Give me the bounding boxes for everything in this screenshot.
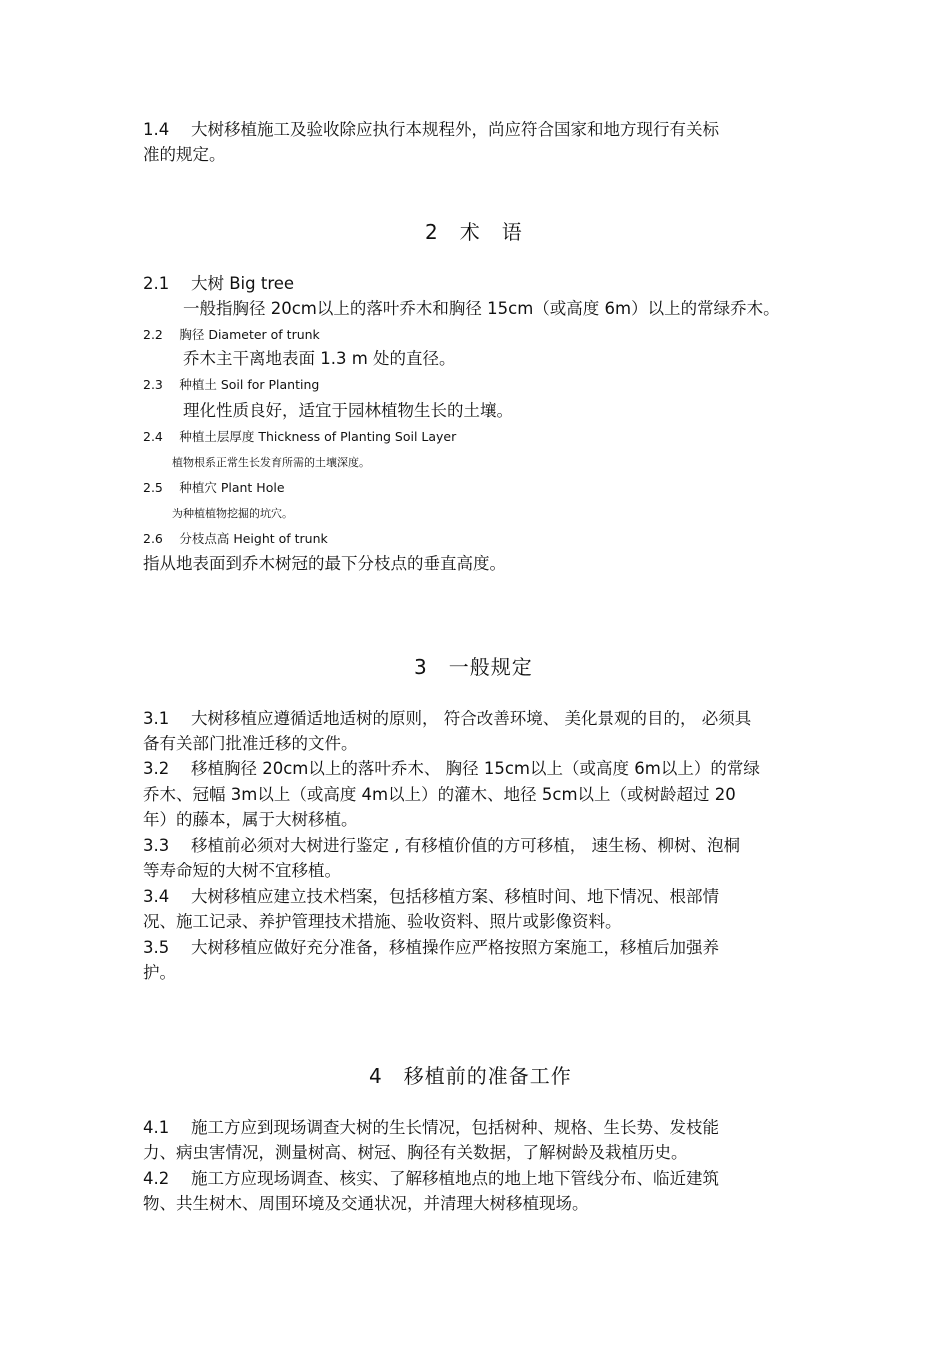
term-2-3-title: 2.3 种植土 Soil for Planting [143, 377, 320, 392]
term-2-5-title: 2.5 种植穴 Plant Hole [143, 480, 285, 495]
clause-3-4-line-1: 3.4 大树移植应建立技术档案，包括移植方案、移植时间、地下情况、根部情 [143, 887, 719, 906]
term-2-4-title: 2.4 种植土层厚度 Thickness of Planting Soil Layer [143, 429, 457, 444]
section-2-heading: 2 术 语 [425, 220, 523, 244]
clause-4-1-line-2: 力、病虫害情况，测量树高、树冠、胸径有关数据，了解树龄及栽植历史。 [143, 1143, 688, 1162]
clause-4-1-line-1: 4.1 施工方应到现场调查大树的生长情况，包括树种、规格、生长势、发枝能 [143, 1118, 719, 1137]
term-2-5-definition: 为种植植物挖掘的坑穴。 [172, 507, 293, 520]
term-2-1-definition: 一般指胸径 20cm以上的落叶乔木和胸径 15cm（或高度 6m）以上的常绿乔木。 [183, 299, 780, 318]
term-2-4-definition: 植物根系正常生长发育所需的土壤深度。 [172, 456, 370, 469]
term-2-2-title: 2.2 胸径 Diameter of trunk [143, 327, 320, 342]
term-2-2-definition: 乔木主干离地表面 1.3 m 处的直径。 [183, 349, 456, 368]
term-2-6-definition: 指从地表面到乔木树冠的最下分枝点的垂直高度。 [143, 554, 506, 573]
clause-3-4-line-2: 况、施工记录、养护管理技术措施、验收资料、照片或影像资料。 [143, 912, 622, 931]
clause-3-3-line-1: 3.3 移植前必须对大树进行鉴定 , 有移植价值的方可移植， 速生杨、柳树、泡桐 [143, 836, 740, 855]
clause-1-4-line-1: 1.4 大树移植施工及验收除应执行本规程外，尚应符合国家和地方现行有关标 [143, 120, 719, 139]
section-3-heading: 3 一般规定 [414, 655, 533, 679]
clause-3-3-line-2: 等寿命短的大树不宜移植。 [143, 861, 341, 880]
clause-4-2-line-2: 物、共生树木、周围环境及交通状况，并清理大树移植现场。 [143, 1194, 589, 1213]
clause-3-2-line-3: 年）的藤本，属于大树移植。 [143, 810, 358, 829]
clause-3-1-line-2: 备有关部门批准迁移的文件。 [143, 734, 358, 753]
clause-3-1-line-1: 3.1 大树移植应遵循适地适树的原则， 符合改善环境、 美化景观的目的， 必须具 [143, 709, 752, 728]
clause-4-2-line-1: 4.2 施工方应现场调查、核实、了解移植地点的地上地下管线分布、临近建筑 [143, 1169, 719, 1188]
term-2-3-definition: 理化性质良好，适宜于园林植物生长的土壤。 [183, 401, 513, 420]
term-2-6-title: 2.6 分枝点高 Height of trunk [143, 531, 328, 546]
section-4-heading: 4 移植前的准备工作 [369, 1064, 572, 1088]
clause-3-5-line-1: 3.5 大树移植应做好充分准备，移植操作应严格按照方案施工，移植后加强养 [143, 938, 719, 957]
clause-1-4-line-2: 准的规定。 [143, 145, 226, 164]
clause-3-2-line-1: 3.2 移植胸径 20cm以上的落叶乔木、 胸径 15cm以上（或高度 6m以上）的常绿 [143, 759, 760, 778]
clause-3-2-line-2: 乔木、冠幅 3m以上（或高度 4m以上）的灌木、地径 5cm以上（或树龄超过 20 [143, 785, 736, 804]
clause-3-5-line-2: 护。 [143, 963, 176, 982]
term-2-1-title: 2.1 大树 Big tree [143, 274, 295, 293]
